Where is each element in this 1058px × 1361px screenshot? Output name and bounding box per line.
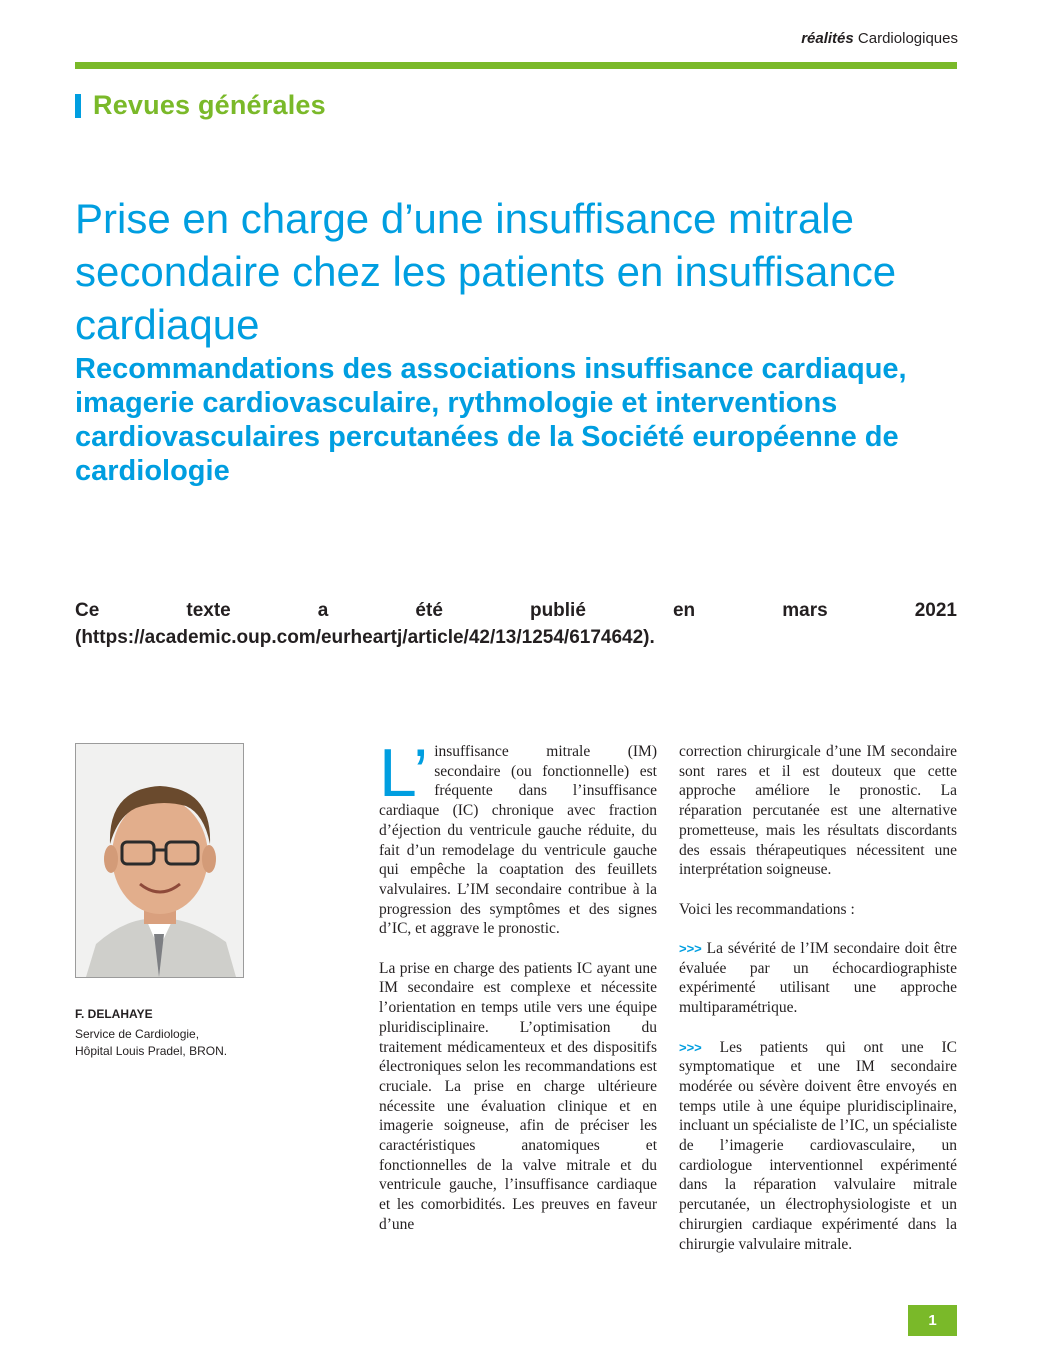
page-number: 1 xyxy=(908,1305,957,1336)
article-title: Prise en charge d’une insuffisance mitrale secondaire chez les patients en insuffisance cardiaque xyxy=(75,195,897,348)
section-label: Revues générales xyxy=(93,90,326,120)
author-affiliation-hospital: Hôpital Louis Pradel, BRON. xyxy=(75,1044,228,1058)
body-column-2 xyxy=(679,742,957,1274)
author-name: F. DELAHAYE xyxy=(75,1007,153,1021)
bullet-arrow-icon: >>> xyxy=(679,941,702,956)
journal-name: Cardiologiques xyxy=(857,30,958,47)
body-paragraph-4: Voici les recommandations : xyxy=(679,900,855,918)
author-affiliation xyxy=(75,1026,227,1060)
body-column-1 xyxy=(379,735,657,1254)
drop-cap: L’ xyxy=(379,735,429,811)
body-paragraph-1 xyxy=(379,735,657,939)
body-paragraph-2: La prise en charge des patients IC ayant une IM secondaire est complexe et nécessite l’orientation en temps utile vers une équipe pluridisciplinaire. L’optimisation du traitement médicamenteux et des dispositifs électroniques selon les recommandations est cruciale. La prise en charge ultérieure nécessite une évaluation clinique et en imagerie soigneuse, afin de préciser les caractéristiques anatomiques et fonctionnelles de la valve mitrale et du ventricule gauche, l’insuffisance cardiaque et les comorbidités. Les preuves en faveur d’une xyxy=(379,959,657,1233)
recommendation-2-text: Les patients qui ont une IC symptomatique et une IM secondaire modérée ou sévère doivent être envoyés en temps utile à une équipe pluridisciplinaire, incluant un spécialiste de l’IC, un spécialiste de l’imagerie cardiovasculaire, un cardiologue interventionnel expérimenté dans la réparation valvulaire mitrale percutanée, un électrophysiologiste et un chirurgien cardiaque expérimenté dans la chirurgie valvulaire mitrale. xyxy=(679,1038,957,1253)
author-portrait-icon xyxy=(76,744,243,977)
section-marker xyxy=(75,94,81,118)
recommendation-2 xyxy=(679,1038,957,1255)
article-subtitle: Recommandations des associations insuffisance cardiaque, imagerie cardiovasculaire, rythmologie et interventions cardiovasculaires percutanées de la Société européenne de cardiologie xyxy=(75,353,907,487)
author-affiliation-service: Service de Cardiologie, xyxy=(75,1027,200,1041)
body-paragraph-3: correction chirurgicale d’une IM secondaire sont rares et il est douteux que cette approche améliore le pronostic. La réparation percutanée est une alternative prometteuse, mais les résultats discordants des essais thérapeutiques nécessitent une interprétation soigneuse. xyxy=(679,743,957,879)
author-photo xyxy=(75,743,244,978)
section-tag xyxy=(75,90,326,121)
journal-header xyxy=(801,30,958,47)
paragraph-1-text: insuffisance mitrale (IM) secondaire (ou fonctionnelle) est fréquente dans l’insuffisance cardiaque (IC) chronique avec fraction d’éjection du ventricule gauche réduite, du fait d’un remodelage du ventricule gauche qui empêche la coaptation des feuillets valvulaires. L’IM secondaire contribue à la progression des symptômes et des signes d’IC, et aggrave le pronostic. xyxy=(379,743,657,938)
bullet-arrow-icon: >>> xyxy=(679,1039,702,1055)
journal-brand: réalités xyxy=(801,30,854,47)
publication-note: Ce texte a été publié en mars 2021 (https://academic.oup.com/eurheartj/article/42/13/1254/6174642). xyxy=(75,600,957,648)
recommendation-1-text: La sévérité de l’IM secondaire doit être évaluée par un échocardiographiste expérimenté utilisant une approche multiparamétrique. xyxy=(679,940,957,1017)
recommendation-1 xyxy=(679,939,957,1018)
header-rule xyxy=(75,62,957,69)
